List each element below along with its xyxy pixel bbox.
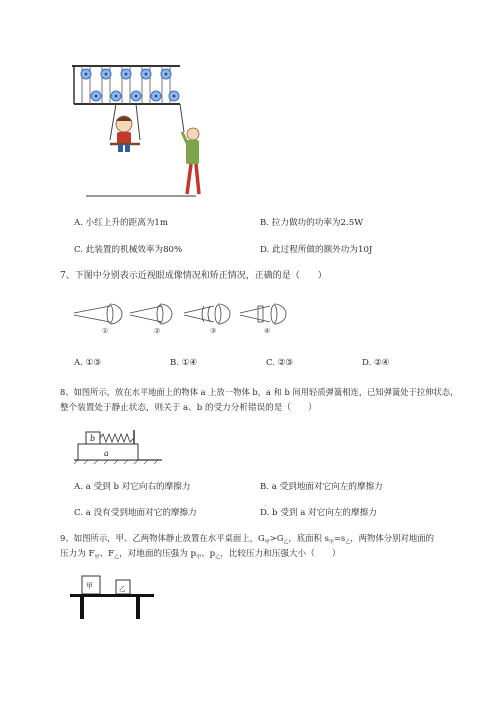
q9-block-yi-label: 乙 <box>119 585 126 593</box>
q8-stem-line-2: 整个装置处于静止状态，则关于 a、b 的受力分析错误的是（ ） <box>60 403 317 413</box>
q8-stem-line-1: 8、如图所示，放在水平地面上的物体 a 上放一物体 b，a 和 b 间用轻质弹簧相连，已知弹簧处于拉伸状态， <box>60 387 459 397</box>
q7-figure-label-4: ④ <box>264 327 271 335</box>
q6-option-d: D. 此过程所做的额外功为10J <box>260 245 373 255</box>
q8-figure <box>74 428 164 464</box>
q7-option-c: C. ②③ <box>266 358 294 368</box>
q7-option-a: A. ①③ <box>74 358 102 368</box>
q7-figure-label-1: ① <box>102 327 109 335</box>
q9-stem-text: ，两物体分别对地面的 <box>350 533 434 543</box>
q9-stem-text: 、F <box>99 549 115 559</box>
q8-block-a-label: a <box>104 449 109 458</box>
q9-stem-text: 9、如图所示，甲、乙两物体静止放置在水平桌面上，G <box>60 533 265 543</box>
q9-subscript: 乙 <box>114 554 120 561</box>
q9-stem-text: 压力为 F <box>60 549 95 559</box>
q7-option-d: D. ②④ <box>362 358 390 368</box>
q9-stem-text: =s <box>333 533 346 543</box>
pulley-figure <box>60 60 200 205</box>
q7-eye-diagrams <box>72 300 292 336</box>
q9-stem-line-2 <box>60 546 341 567</box>
q8-option-c: C. a 没有受到地面对它的摩擦力 <box>74 508 197 518</box>
q9-subscript: 甲 <box>264 539 270 546</box>
q6-option-a: A. 小红上升的距离为1m <box>74 218 169 228</box>
q9-subscript: 乙 <box>345 539 351 546</box>
q7-stem: 7、下图中分别表示近视眼成像情况和矫正情况，正确的是（ ） <box>60 271 327 281</box>
q9-stem-text: ，比较压力和压强大小（ ） <box>220 549 341 559</box>
q7-figure-label-2: ② <box>154 327 161 335</box>
q9-stem-text: ，对地面的压强为 p <box>119 549 197 559</box>
q9-block-jia-label: 甲 <box>86 582 93 590</box>
q7-option-b: B. ①④ <box>170 358 198 368</box>
q9-figure <box>70 574 154 620</box>
q8-option-d: D. b 受到 a 对它向左的摩擦力 <box>260 508 377 518</box>
q9-subscript: 甲 <box>196 554 202 561</box>
q9-subscript: 甲 <box>328 539 334 546</box>
q6-option-c: C. 此装置的机械效率为80% <box>74 245 183 255</box>
q9-subscript: 乙 <box>283 539 289 546</box>
q9-subscript: 甲 <box>94 554 100 561</box>
q8-option-b: B. a 受到地面对它向左的摩擦力 <box>260 482 383 492</box>
q9-stem-text: ，底面积 s <box>288 533 329 543</box>
q8-block-b-label: b <box>90 434 96 443</box>
q6-option-b: B. 拉力做功的功率为2.5W <box>260 218 364 228</box>
q7-figure-label-3: ③ <box>210 327 217 335</box>
q9-stem-text: >G <box>269 533 284 543</box>
q9-subscript: 乙 <box>215 554 221 561</box>
q8-option-a: A. a 受到 b 对它向右的摩擦力 <box>74 482 191 492</box>
q9-stem-text: 、p <box>201 549 216 559</box>
